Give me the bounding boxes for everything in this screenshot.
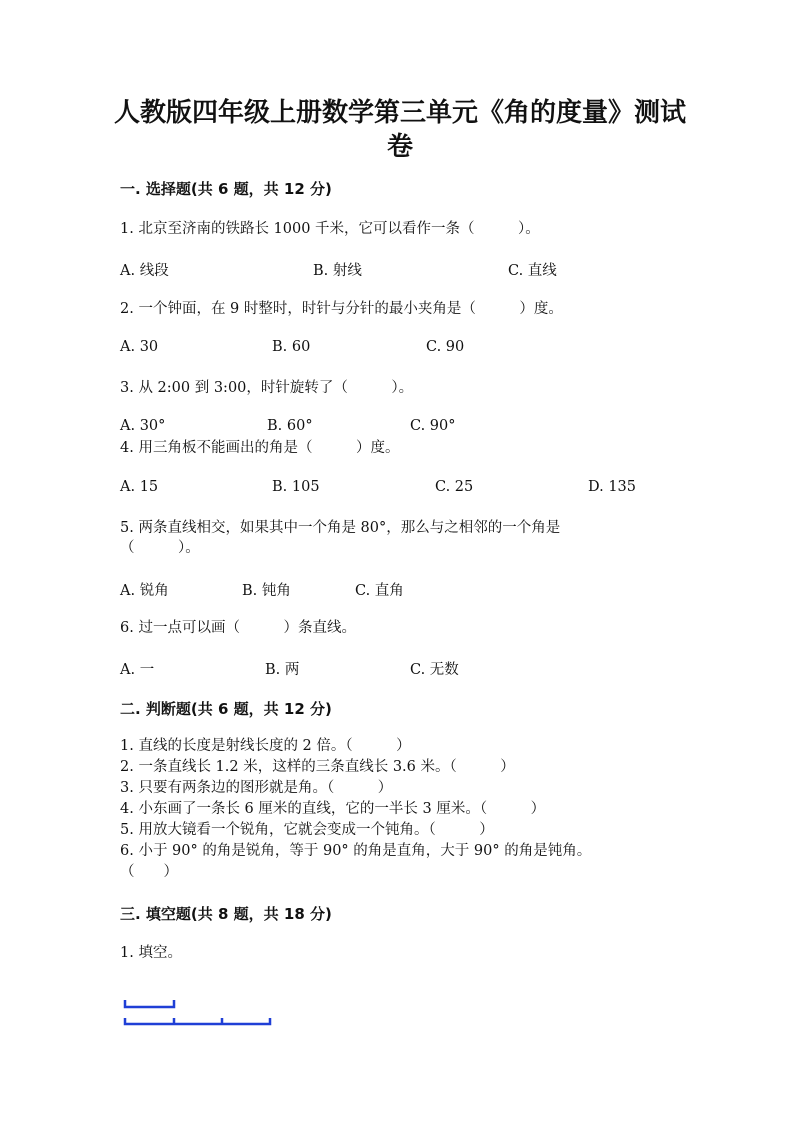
judge-item-5: 5. 用放大镜看一个锐角，它就会变成一个钝角。（ ）: [120, 822, 494, 838]
question-5-option-a[interactable]: A. 锐角: [120, 583, 169, 599]
section-1-heading: 一. 选择题(共 6 题，共 12 分): [120, 180, 332, 198]
question-5-text-cont: （ ）。: [120, 540, 200, 556]
section-3-heading: 三. 填空题(共 8 题，共 18 分): [120, 905, 332, 923]
section-2-heading: 二. 判断题(共 6 题，共 12 分): [120, 700, 332, 718]
long-segment: [125, 1018, 270, 1024]
question-2-option-c[interactable]: C. 90: [426, 339, 465, 355]
question-4-text: 4. 用三角板不能画出的角是（ ）度。: [120, 440, 400, 456]
question-1-option-b[interactable]: B. 射线: [313, 263, 362, 279]
question-6-option-a[interactable]: A. 一: [120, 662, 155, 678]
fill-question-1-text: 1. 填空。: [120, 945, 182, 961]
question-6-option-b[interactable]: B. 两: [265, 662, 300, 678]
judge-item-4: 4. 小东画了一条长 6 厘米的直线，它的一半长 3 厘米。（ ）: [120, 801, 546, 817]
title-line-1: 人教版四年级上册数学第三单元《角的度量》测试: [113, 98, 686, 128]
title-line-2: 卷: [386, 132, 413, 162]
question-1-option-a[interactable]: A. 线段: [120, 263, 169, 279]
short-segment: [125, 1000, 174, 1007]
judge-item-6: 6. 小于 90° 的角是锐角，等于 90° 的角是直角，大于 90° 的角是钝角。: [120, 843, 592, 859]
question-4-option-b[interactable]: B. 105: [272, 479, 320, 495]
question-6-option-c[interactable]: C. 无数: [410, 662, 459, 678]
question-6-text: 6. 过一点可以画（ ）条直线。: [120, 620, 356, 636]
page-title: [110, 96, 690, 164]
question-3-text: 3. 从 2:00 到 3:00，时针旋转了（ ）。: [120, 380, 414, 396]
question-3-option-c[interactable]: C. 90°: [410, 418, 456, 434]
judge-item-2: 2. 一条直线长 1.2 米，这样的三条直线长 3.6 米。（ ）: [120, 759, 515, 775]
question-3-option-a[interactable]: A. 30°: [120, 418, 166, 434]
question-5-text: 5. 两条直线相交，如果其中一个角是 80°，那么与之相邻的一个角是: [120, 520, 561, 536]
judge-item-6-blank: （ ）: [120, 864, 178, 880]
judge-item-3: 3. 只要有两条边的图形就是角。（ ）: [120, 780, 393, 796]
question-1-text: 1. 北京至济南的铁路长 1000 千米，它可以看作一条（ ）。: [120, 221, 540, 237]
question-5-option-b[interactable]: B. 钝角: [242, 583, 291, 599]
question-4-option-d[interactable]: D. 135: [588, 479, 637, 495]
judge-item-1: 1. 直线的长度是射线长度的 2 倍。（ ）: [120, 738, 411, 754]
question-2-option-a[interactable]: A. 30: [120, 339, 159, 355]
question-5-option-c[interactable]: C. 直角: [355, 583, 404, 599]
question-1-option-c[interactable]: C. 直线: [508, 263, 557, 279]
question-4-option-a[interactable]: A. 15: [120, 479, 159, 495]
segment-figure: [120, 996, 280, 1028]
question-3-option-b[interactable]: B. 60°: [267, 418, 313, 434]
question-2-option-b[interactable]: B. 60: [272, 339, 311, 355]
question-4-option-c[interactable]: C. 25: [435, 479, 474, 495]
question-2-text: 2. 一个钟面，在 9 时整时，时针与分针的最小夹角是（ ）度。: [120, 301, 563, 317]
